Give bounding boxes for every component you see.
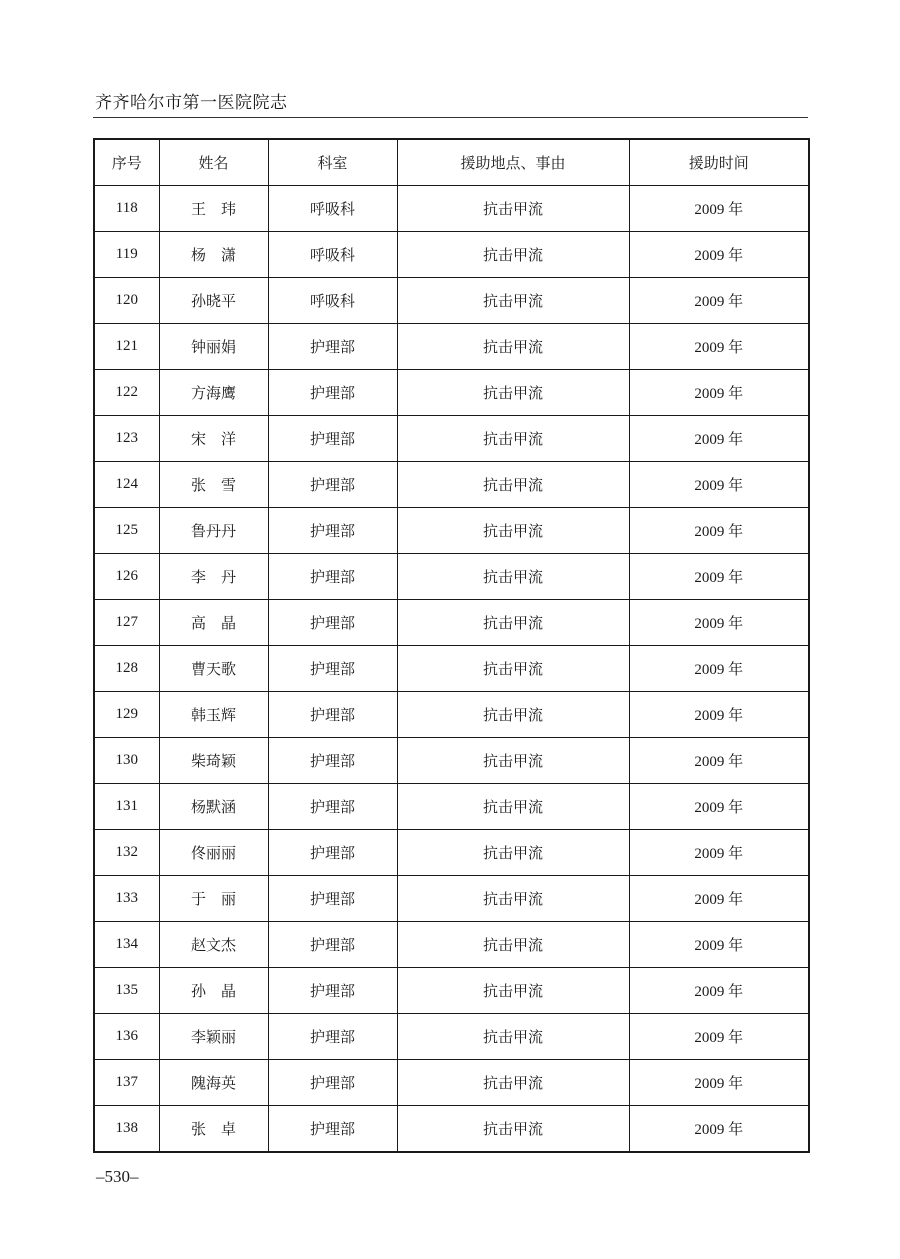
name-cell: 李 丹 — [159, 554, 268, 600]
serial-number-cell: 136 — [94, 1014, 159, 1060]
aid-reason-cell: 抗击甲流 — [397, 692, 629, 738]
aid-time-cell: 2009 年 — [629, 968, 809, 1014]
aid-reason-cell: 抗击甲流 — [397, 1014, 629, 1060]
aid-reason-cell: 抗击甲流 — [397, 876, 629, 922]
name-cell: 韩玉辉 — [159, 692, 268, 738]
aid-time-cell: 2009 年 — [629, 1106, 809, 1153]
table-row — [94, 876, 809, 922]
aid-reason-cell: 抗击甲流 — [397, 462, 629, 508]
name-cell: 杨默涵 — [159, 784, 268, 830]
serial-number-cell: 122 — [94, 370, 159, 416]
serial-number-cell: 127 — [94, 600, 159, 646]
table-row — [94, 968, 809, 1014]
serial-number-cell: 121 — [94, 324, 159, 370]
department-cell: 呼吸科 — [268, 278, 397, 324]
serial-number-cell: 123 — [94, 416, 159, 462]
name-cell: 钟丽娟 — [159, 324, 268, 370]
running-head: 齐齐哈尔市第一医院院志 — [95, 93, 288, 113]
table-row — [94, 462, 809, 508]
table-row — [94, 1014, 809, 1060]
aid-time-cell: 2009 年 — [629, 600, 809, 646]
serial-number-cell: 130 — [94, 738, 159, 784]
department-cell: 呼吸科 — [268, 232, 397, 278]
name-cell: 张 卓 — [159, 1106, 268, 1153]
name-cell: 王 玮 — [159, 186, 268, 232]
table-row — [94, 784, 809, 830]
table-row — [94, 554, 809, 600]
serial-number-cell: 119 — [94, 232, 159, 278]
name-cell: 宋 洋 — [159, 416, 268, 462]
department-cell: 护理部 — [268, 692, 397, 738]
name-cell: 赵文杰 — [159, 922, 268, 968]
serial-number-cell: 132 — [94, 830, 159, 876]
page-number: –530– — [96, 1167, 139, 1186]
aid-reason-cell: 抗击甲流 — [397, 738, 629, 784]
name-cell: 孙 晶 — [159, 968, 268, 1014]
aid-reason-cell: 抗击甲流 — [397, 370, 629, 416]
name-cell: 鲁丹丹 — [159, 508, 268, 554]
table-row — [94, 1106, 809, 1153]
department-cell: 护理部 — [268, 1060, 397, 1106]
name-cell: 柴琦颖 — [159, 738, 268, 784]
name-cell: 杨 潇 — [159, 232, 268, 278]
aid-time-cell: 2009 年 — [629, 830, 809, 876]
aid-time-cell: 2009 年 — [629, 646, 809, 692]
department-cell: 护理部 — [268, 876, 397, 922]
aid-time-cell: 2009 年 — [629, 876, 809, 922]
aid-reason-cell: 抗击甲流 — [397, 324, 629, 370]
serial-number-cell: 137 — [94, 1060, 159, 1106]
name-cell: 孙晓平 — [159, 278, 268, 324]
aid-reason-cell: 抗击甲流 — [397, 968, 629, 1014]
aid-reason-cell: 抗击甲流 — [397, 416, 629, 462]
aid-time-cell: 2009 年 — [629, 278, 809, 324]
header-department: 科室 — [268, 139, 397, 186]
name-cell: 曹天歌 — [159, 646, 268, 692]
table-row — [94, 922, 809, 968]
header-name: 姓名 — [159, 139, 268, 186]
aid-reason-cell: 抗击甲流 — [397, 1106, 629, 1153]
name-cell: 高 晶 — [159, 600, 268, 646]
department-cell: 护理部 — [268, 1106, 397, 1153]
serial-number-cell: 128 — [94, 646, 159, 692]
name-cell: 隗海英 — [159, 1060, 268, 1106]
aid-reason-cell: 抗击甲流 — [397, 554, 629, 600]
serial-number-cell: 120 — [94, 278, 159, 324]
aid-time-cell: 2009 年 — [629, 922, 809, 968]
department-cell: 护理部 — [268, 738, 397, 784]
name-cell: 佟丽丽 — [159, 830, 268, 876]
header-rule — [93, 117, 808, 118]
serial-number-cell: 131 — [94, 784, 159, 830]
table-row — [94, 186, 809, 232]
aid-time-cell: 2009 年 — [629, 324, 809, 370]
table-row — [94, 1060, 809, 1106]
aid-time-cell: 2009 年 — [629, 692, 809, 738]
name-cell: 于 丽 — [159, 876, 268, 922]
header-serial-number: 序号 — [94, 139, 159, 186]
serial-number-cell: 135 — [94, 968, 159, 1014]
aid-time-cell: 2009 年 — [629, 738, 809, 784]
department-cell: 护理部 — [268, 370, 397, 416]
department-cell: 护理部 — [268, 922, 397, 968]
aid-reason-cell: 抗击甲流 — [397, 830, 629, 876]
table-row — [94, 692, 809, 738]
aid-roster-table — [93, 138, 810, 1153]
department-cell: 护理部 — [268, 508, 397, 554]
table-row — [94, 646, 809, 692]
department-cell: 护理部 — [268, 646, 397, 692]
table-row — [94, 278, 809, 324]
aid-reason-cell: 抗击甲流 — [397, 186, 629, 232]
table-row — [94, 600, 809, 646]
name-cell: 方海鹰 — [159, 370, 268, 416]
aid-reason-cell: 抗击甲流 — [397, 600, 629, 646]
serial-number-cell: 118 — [94, 186, 159, 232]
department-cell: 护理部 — [268, 600, 397, 646]
aid-reason-cell: 抗击甲流 — [397, 232, 629, 278]
aid-time-cell: 2009 年 — [629, 1060, 809, 1106]
name-cell: 张 雪 — [159, 462, 268, 508]
aid-time-cell: 2009 年 — [629, 508, 809, 554]
serial-number-cell: 126 — [94, 554, 159, 600]
aid-reason-cell: 抗击甲流 — [397, 1060, 629, 1106]
table-row — [94, 830, 809, 876]
table-body — [94, 186, 809, 1153]
table-header-row — [94, 139, 809, 186]
aid-reason-cell: 抗击甲流 — [397, 922, 629, 968]
department-cell: 护理部 — [268, 324, 397, 370]
aid-reason-cell: 抗击甲流 — [397, 508, 629, 554]
aid-time-cell: 2009 年 — [629, 784, 809, 830]
table-row — [94, 370, 809, 416]
department-cell: 护理部 — [268, 968, 397, 1014]
aid-time-cell: 2009 年 — [629, 1014, 809, 1060]
aid-time-cell: 2009 年 — [629, 370, 809, 416]
department-cell: 护理部 — [268, 462, 397, 508]
table-row — [94, 738, 809, 784]
table-row — [94, 324, 809, 370]
aid-time-cell: 2009 年 — [629, 462, 809, 508]
aid-time-cell: 2009 年 — [629, 554, 809, 600]
aid-time-cell: 2009 年 — [629, 186, 809, 232]
serial-number-cell: 138 — [94, 1106, 159, 1153]
serial-number-cell: 124 — [94, 462, 159, 508]
aid-reason-cell: 抗击甲流 — [397, 784, 629, 830]
department-cell: 护理部 — [268, 830, 397, 876]
department-cell: 护理部 — [268, 416, 397, 462]
table-row — [94, 232, 809, 278]
header-aid-time: 援助时间 — [629, 139, 809, 186]
serial-number-cell: 129 — [94, 692, 159, 738]
name-cell: 李颖丽 — [159, 1014, 268, 1060]
department-cell: 护理部 — [268, 784, 397, 830]
aid-reason-cell: 抗击甲流 — [397, 646, 629, 692]
serial-number-cell: 134 — [94, 922, 159, 968]
department-cell: 护理部 — [268, 554, 397, 600]
table-row — [94, 416, 809, 462]
aid-reason-cell: 抗击甲流 — [397, 278, 629, 324]
aid-time-cell: 2009 年 — [629, 232, 809, 278]
aid-time-cell: 2009 年 — [629, 416, 809, 462]
header-aid-location-reason: 援助地点、事由 — [397, 139, 629, 186]
table-row — [94, 508, 809, 554]
department-cell: 护理部 — [268, 1014, 397, 1060]
serial-number-cell: 125 — [94, 508, 159, 554]
serial-number-cell: 133 — [94, 876, 159, 922]
department-cell: 呼吸科 — [268, 186, 397, 232]
